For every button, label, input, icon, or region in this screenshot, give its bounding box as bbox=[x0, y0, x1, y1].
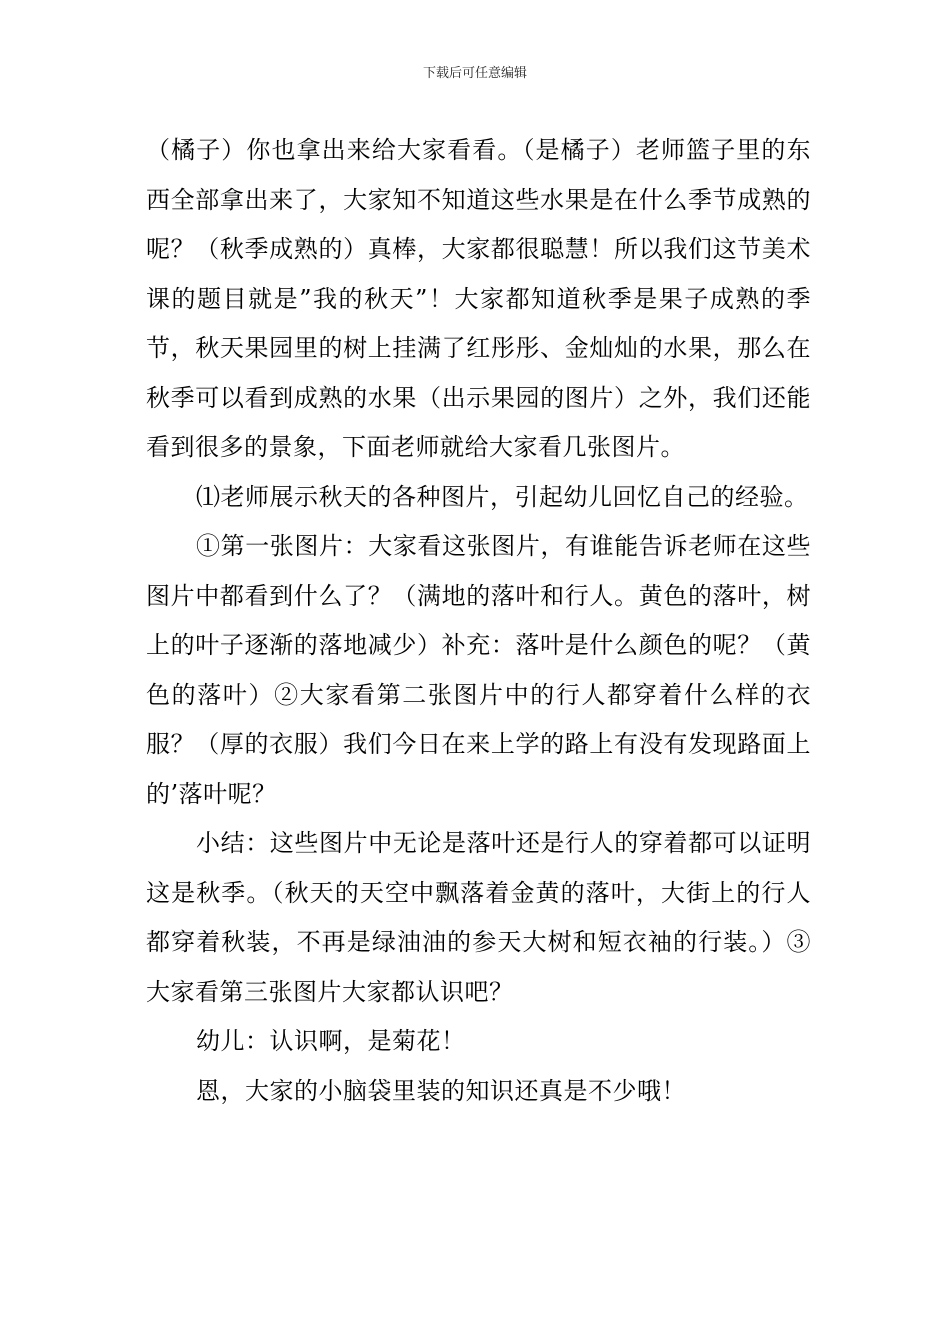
paragraph-4: 小结：这些图片中无论是落叶还是行人的穿着都可以证明这是秋季。（秋天的天空中飘落着金黄的落叶，大街上的行人都穿着秋装，不再是绿油油的参天大树和短衣袖的行装。）③大家看第三张图片大家都认识吧？ bbox=[146, 829, 811, 1006]
paragraph-1: （橘子）你也拿出来给大家看看。（是橘子）老师篮子里的东西全部拿出来了，大家知不知道这些水果是在什么季节成熟的呢？（秋季成熟的）真棒，大家都很聪慧！所以我们这节美术课的题目就是”我的秋天”！大家都知道秋季是果子成熟的季节，秋天果园里的树上挂满了红彤彤、金灿灿的水果，那么在秋季可以看到成熟的水果（出示果园的图片）之外，我们还能看到很多的景象，下面老师就给大家看几张图片。 bbox=[146, 136, 811, 461]
paragraph-3: ①第一张图片：大家看这张图片，有谁能告诉老师在这些图片中都看到什么了？（满地的落叶和行人。黄色的落叶，树上的叶子逐渐的落地减少）补充：落叶是什么颜色的呢？（黄色的落叶）②大家看第二张图片中的行人都穿着什么样的衣服？（厚的衣服）我们今日在来上学的路上有没有发现路面上的’落叶呢？ bbox=[146, 532, 811, 808]
page-header-note: 下载后可任意编辑 bbox=[422, 66, 527, 81]
document-body bbox=[146, 126, 811, 1116]
paragraph-2: ⑴老师展示秋天的各种图片，引起幼儿回忆自己的经验。 bbox=[196, 482, 809, 511]
paragraph-5: 幼儿：认识啊，是菊花！ bbox=[196, 1027, 466, 1055]
paragraph-6: 恩，大家的小脑袋里装的知识还真是不少哦！ bbox=[196, 1076, 686, 1105]
